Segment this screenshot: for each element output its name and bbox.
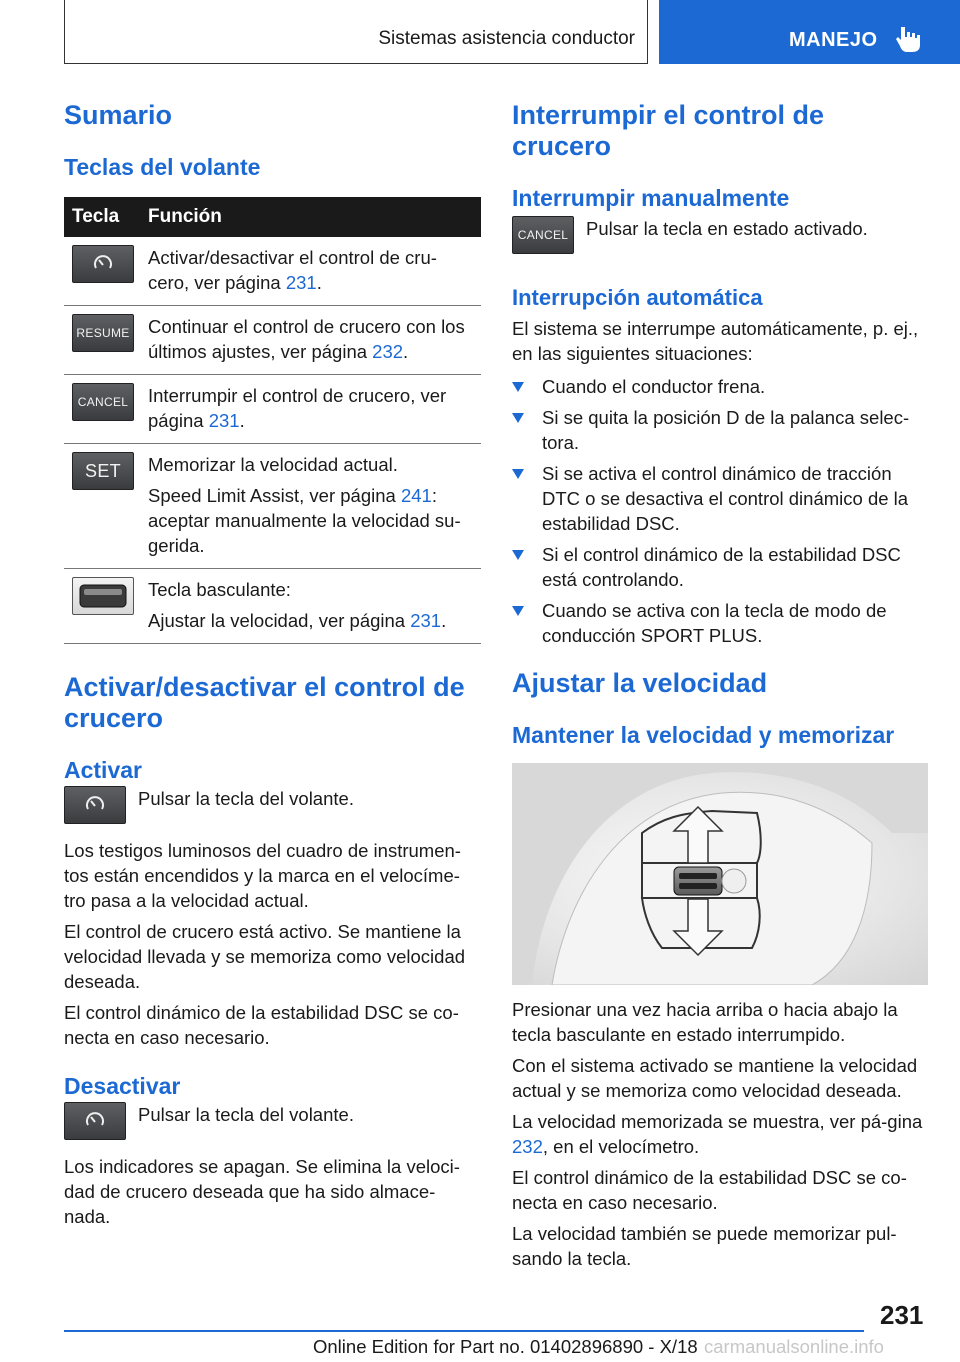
steering-wheel-rocker-illustration bbox=[512, 763, 928, 985]
row-3-text: Interrumpir el control de crucero, ver página 231. bbox=[148, 385, 447, 431]
cancel-key: CANCEL bbox=[512, 216, 574, 254]
row-4-line1: Memorizar la velocidad actual. bbox=[148, 454, 398, 475]
cruise-icon bbox=[84, 1111, 106, 1131]
desactivar-key-text: Pulsar la tecla del volante. bbox=[138, 1104, 354, 1125]
cruise-control-key-icon bbox=[64, 1102, 126, 1140]
heading-interrupcion-automatica: Interrupción automática bbox=[512, 285, 763, 310]
table-header-row bbox=[64, 197, 481, 237]
activar-para-2: El control de crucero está activo. Se mantiene la velocidad llevada y se memoriza como velocidad deseada. bbox=[64, 921, 466, 992]
page-link[interactable]: 241 bbox=[400, 485, 432, 506]
set-key: SET bbox=[72, 452, 134, 490]
cruise-control-key-icon bbox=[64, 786, 126, 824]
heading-mantener-memorizar: Mantener la velocidad y memorizar bbox=[512, 722, 895, 748]
rocker-icon bbox=[76, 581, 130, 611]
cruise-icon bbox=[84, 795, 106, 815]
auto-bullets bbox=[512, 374, 928, 648]
table-row bbox=[64, 306, 481, 375]
row-2-text: Continuar el control de crucero con los últimos ajustes, ver página 232. bbox=[148, 316, 465, 362]
header-chapter-title: MANEJO bbox=[789, 29, 878, 51]
heading-activar: Activar bbox=[64, 757, 142, 783]
steering-hand-icon bbox=[895, 23, 921, 53]
steering-wheel-photo bbox=[512, 763, 928, 985]
cancel-key-row bbox=[512, 216, 928, 254]
table-row bbox=[64, 237, 481, 306]
mantener-para-1: Presionar una vez hacia arriba o hacia abajo la tecla basculante en estado interrumpido. bbox=[512, 999, 898, 1045]
row-1-text: Activar/desactivar el control de cru-cero, ver página 231. bbox=[148, 247, 437, 293]
page-link[interactable]: 232 bbox=[512, 1136, 543, 1157]
desactivar-para: Los indicadores se apagan. Se elimina la veloci-dad de crucero deseada que ha sido almace-nada. bbox=[64, 1156, 460, 1227]
footer-edition: Online Edition for Part no. 01402896890 - X/18 bbox=[313, 1336, 698, 1357]
activar-para-3: El control dinámico de la estabilidad DSC se co-necta en caso necesario. bbox=[64, 1002, 459, 1048]
watermark: carmanualsonline.info bbox=[704, 1336, 884, 1357]
table-row bbox=[64, 444, 481, 569]
page-link[interactable]: 231 bbox=[410, 610, 442, 631]
heading-sumario: Sumario bbox=[64, 100, 173, 130]
table-row bbox=[64, 375, 481, 444]
table-header-tecla: Tecla bbox=[64, 197, 140, 237]
page-link[interactable]: 231 bbox=[285, 272, 317, 293]
row-4-text: Speed Limit Assist, ver página 241: aceptar manualmente la velocidad su-gerida. bbox=[148, 485, 461, 556]
left-column bbox=[64, 100, 481, 1229]
right-column bbox=[512, 100, 928, 1271]
page-number: 231 bbox=[880, 1300, 924, 1330]
activar-key-text: Pulsar la tecla del volante. bbox=[138, 788, 354, 809]
manual-text: Pulsar la tecla en estado activado. bbox=[586, 218, 868, 239]
heading-activar-desactivar: Activar/desactivar el control de crucero bbox=[64, 672, 465, 733]
heading-teclas-volante: Teclas del volante bbox=[64, 154, 261, 180]
cruise-icon bbox=[92, 254, 114, 274]
list-item: Cuando se activa con la tecla de modo de conducción SPORT PLUS. bbox=[512, 598, 928, 648]
heading-desactivar: Desactivar bbox=[64, 1073, 181, 1099]
table-header-funcion: Función bbox=[140, 197, 481, 237]
page-link[interactable]: 231 bbox=[208, 410, 240, 431]
footer-rule bbox=[64, 1330, 864, 1332]
mantener-para-2: Con el sistema activado se mantiene la velocidad actual y se memoriza como velocidad deseada. bbox=[512, 1055, 918, 1101]
auto-intro: El sistema se interrumpe automáticamente, p. ej., en las siguientes situaciones: bbox=[512, 318, 919, 364]
row-5-text: Ajustar la velocidad, ver página 231. bbox=[148, 610, 447, 631]
header-chapter-tab bbox=[659, 0, 960, 64]
page-link[interactable]: 232 bbox=[372, 341, 404, 362]
list-item: Cuando el conductor frena. bbox=[512, 374, 928, 399]
cruise-control-key-icon bbox=[72, 245, 134, 283]
activar-key-row bbox=[64, 786, 481, 824]
list-item: Si se quita la posición D de la palanca selec-tora. bbox=[512, 405, 928, 455]
speed-shown-para: La velocidad memorizada se muestra, ver pá-gina 232, en el velocímetro. bbox=[512, 1111, 923, 1157]
table-row bbox=[64, 569, 481, 644]
row-5-line1: Tecla basculante: bbox=[148, 579, 291, 600]
heading-ajustar-velocidad: Ajustar la velocidad bbox=[512, 668, 768, 698]
mantener-para-3: El control dinámico de la estabilidad DSC se co-necta en caso necesario. bbox=[512, 1167, 907, 1213]
list-item: Si se activa el control dinámico de tracción DTC o se desactiva el control dinámico de la estabilidad DSC. bbox=[512, 461, 928, 536]
heading-interrumpir-manual: Interrumpir manualmente bbox=[512, 185, 790, 211]
header-section-box bbox=[64, 0, 648, 64]
keys-table bbox=[64, 197, 481, 644]
mantener-para-4: La velocidad también se puede memorizar pul-sando la tecla. bbox=[512, 1223, 897, 1269]
cancel-key: CANCEL bbox=[72, 383, 134, 421]
resume-key: RESUME bbox=[72, 314, 134, 352]
rocker-key-icon bbox=[72, 577, 134, 615]
activar-para-1: Los testigos luminosos del cuadro de instrumen-tos están encendidos y la marca en el velocíme-tro pasa a la velocidad actual. bbox=[64, 840, 461, 911]
list-item: Si el control dinámico de la estabilidad DSC está controlando. bbox=[512, 542, 928, 592]
desactivar-key-row bbox=[64, 1102, 481, 1140]
heading-interrumpir: Interrumpir el control de crucero bbox=[512, 100, 825, 161]
header-section-title: Sistemas asistencia conductor bbox=[378, 28, 635, 49]
